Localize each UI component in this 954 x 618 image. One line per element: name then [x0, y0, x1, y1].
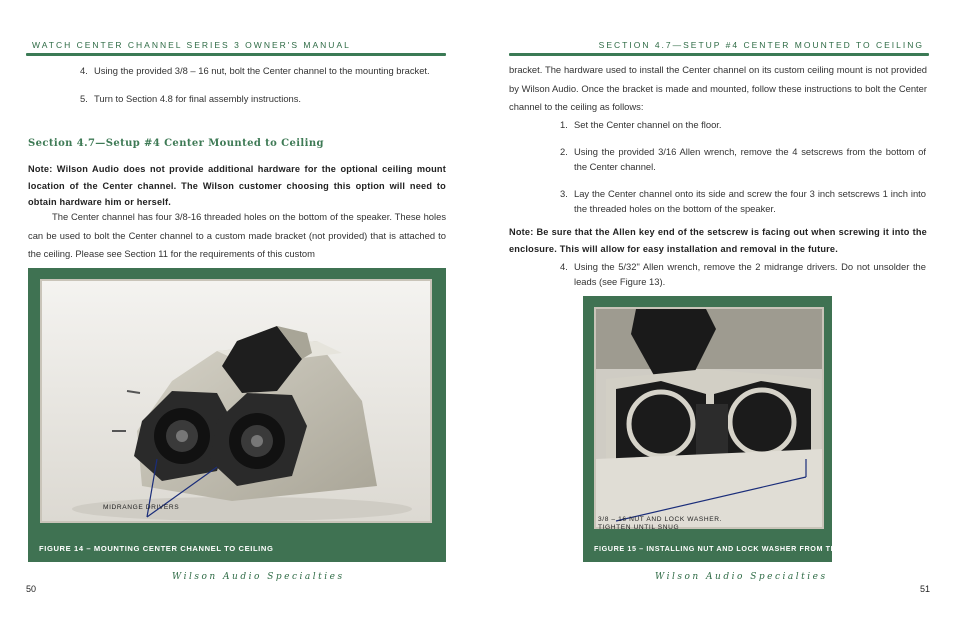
list-text: Using the provided 3/8 – 16 nut, bolt the Center channel to the mounting bracket. — [94, 65, 430, 76]
page-number-left: 50 — [26, 584, 37, 594]
note-paragraph: Note: Wilson Audio does not provide additional hardware for the optional ceiling mount location of the Center channel. The Wilson customer choosing this option will need to obtain hardware him or herself. — [28, 164, 446, 207]
figure-14 — [28, 268, 446, 562]
header-rule-right — [509, 53, 929, 56]
speaker-cabinet-illustration — [42, 281, 430, 521]
callout-nut-lock-washer — [598, 516, 722, 532]
list-number: 1. — [560, 119, 568, 130]
step-list-right — [560, 117, 926, 216]
body-paragraph: The Center channel has four 3/8-16 threaded holes on the bottom of the speaker. These holes can be used to bolt the Center channel to a custom made bracket (not provided) that is attached to the ceiling. Please see Section 11 for the requirements of this custom — [28, 211, 446, 260]
header-rule-left — [26, 53, 446, 56]
list-number: 3. — [560, 188, 568, 199]
figure-15-photo — [594, 307, 824, 529]
list-text: Using the 5/32" Allen wrench, remove the 2 midrange drivers. Do not unsolder the leads (see Figure 13). — [574, 261, 926, 287]
list-number: 4. — [560, 261, 568, 272]
footer-left: Wilson Audio Specialties — [172, 572, 345, 582]
step-item-4 — [560, 259, 926, 289]
page-number-right: 51 — [920, 584, 931, 594]
right-page — [477, 0, 954, 618]
list-number: 4. — [80, 65, 88, 76]
running-head-left: WATCH CENTER CHANNEL SERIES 3 OWNER'S MANUAL — [32, 40, 351, 50]
note-paragraph-right: Note: Be sure that the Allen key end of the setscrew is facing out when screwing it into the enclosure. This will allow for easy installation and removal in the future. — [509, 227, 927, 254]
step-list-left — [80, 62, 446, 108]
list-number: 5. — [80, 92, 88, 104]
callout-line: 3/8 – 16 NUT AND LOCK WASHER. — [598, 516, 723, 523]
figure-15-caption: FIGURE 15 – INSTALLING NUT AND LOCK WASHER FROM THE INSIDE — [594, 544, 872, 553]
list-item — [560, 144, 926, 174]
running-head-right: SECTION 4.7—SETUP #4 CENTER MOUNTED TO CEILING — [598, 40, 924, 50]
body-paragraph-right: bracket. The hardware used to install the Center channel on its custom ceiling mount is not provided by Wilson Audio. Once the bracket is made and mounted, follow these instructions to bolt the Center channel to the ceiling as follows: — [509, 64, 927, 113]
section-title: Section 4.7—Setup #4 Center Mounted to Ceiling — [28, 138, 324, 149]
figure-15 — [583, 296, 872, 562]
callout-midrange-drivers: MIDRANGE DRIVERS — [103, 504, 180, 511]
list-text: Turn to Section 4.8 for final assembly instructions. — [94, 92, 302, 104]
figure-14-photo — [40, 279, 432, 523]
figure-14-caption: FIGURE 14 – MOUNTING CENTER CHANNEL TO CEILING — [39, 544, 274, 553]
footer-right: Wilson Audio Specialties — [655, 572, 828, 582]
list-item — [80, 90, 446, 109]
callout-line: TIGHTEN UNTIL SNUG — [598, 524, 680, 531]
list-item — [80, 62, 446, 81]
list-item — [560, 117, 926, 132]
list-item — [560, 186, 926, 216]
list-text: Using the provided 3/16 Allen wrench, remove the 4 setscrews from the bottom of the Center channel. — [574, 146, 926, 172]
list-text: Lay the Center channel onto its side and screw the four 3 inch setscrews 1 inch into the threaded holes on the bottom of the speaker. — [574, 188, 926, 214]
list-number: 2. — [560, 146, 568, 157]
list-text: Set the Center channel on the floor. — [574, 119, 722, 130]
speaker-interior-illustration — [596, 309, 822, 527]
list-item — [560, 259, 926, 289]
